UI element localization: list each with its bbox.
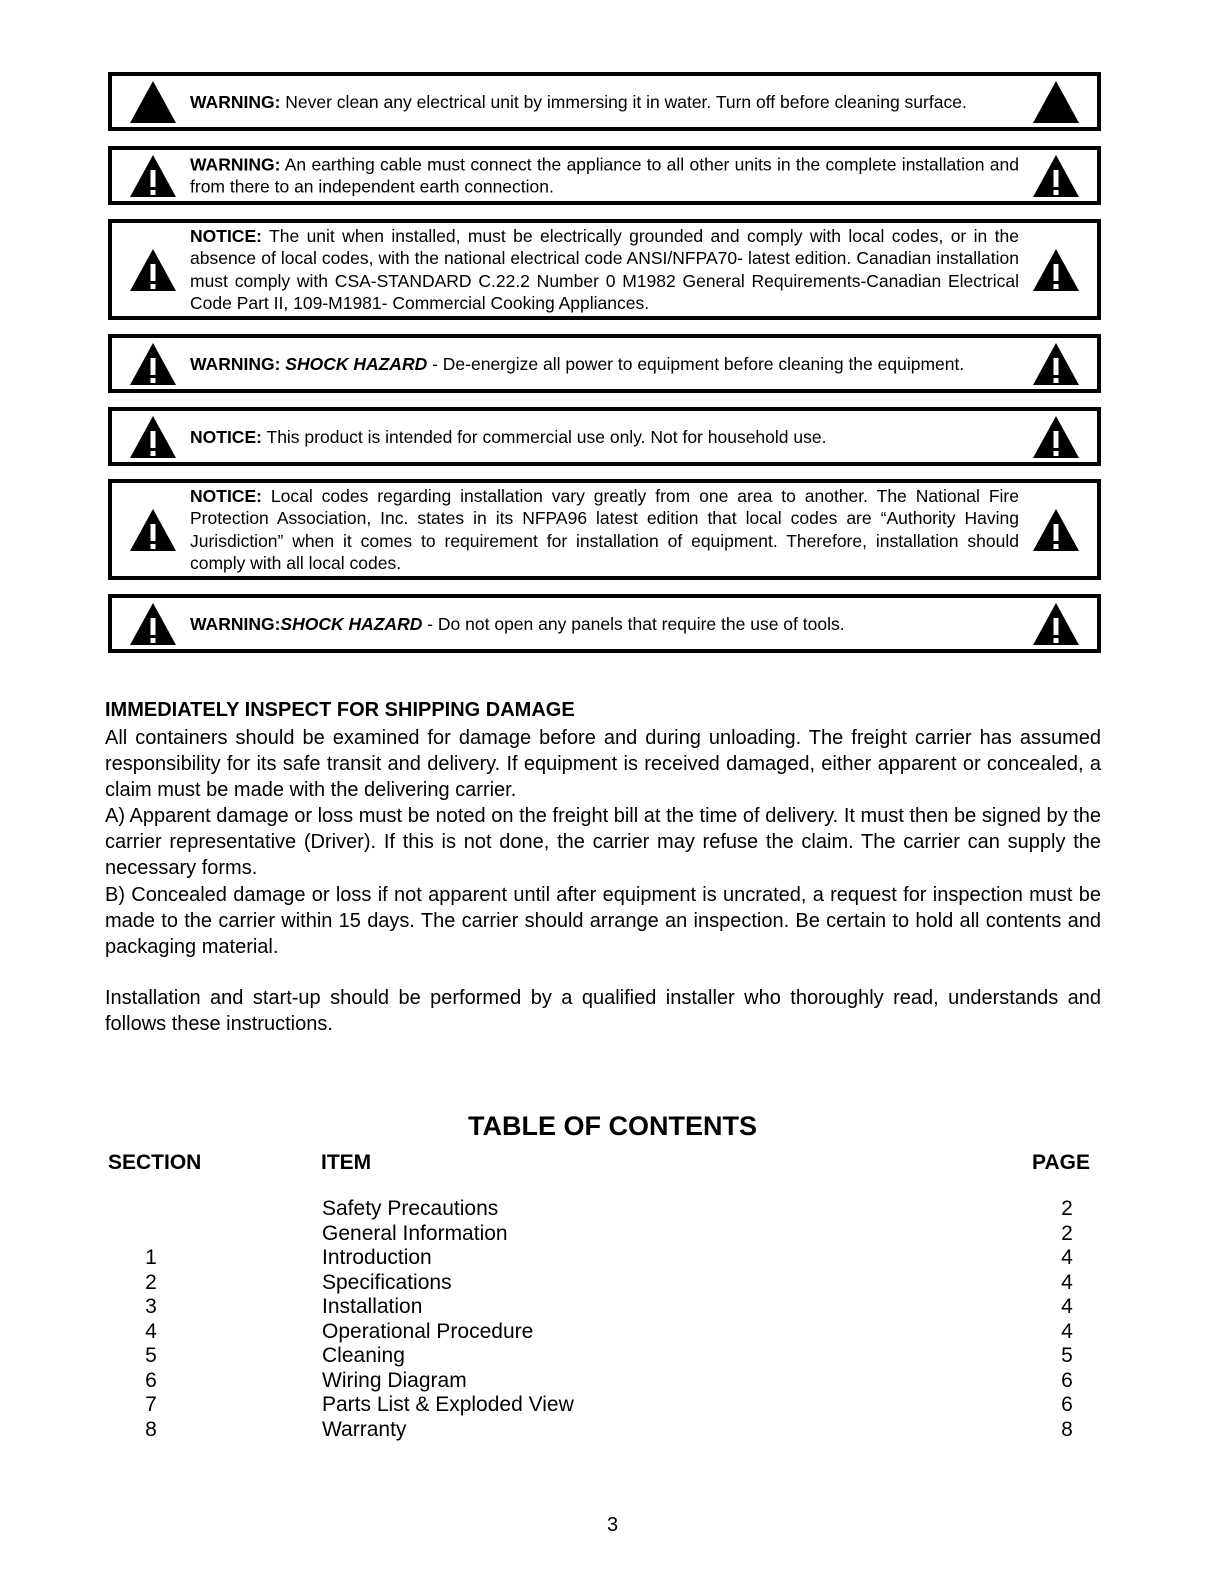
toc-item-title: Cleaning: [322, 1344, 405, 1367]
toc-row: [0, 1197, 1225, 1222]
notice-text: WARNING:SHOCK HAZARD - Do not open any panels that require the use of tools.: [190, 613, 845, 634]
page-number: 3: [606, 1514, 619, 1536]
toc-item-title: Operational Procedure: [322, 1319, 534, 1343]
exclamation-triangle-icon: [1031, 507, 1081, 553]
toc-title: TABLE OF CONTENTS: [468, 1111, 757, 1141]
notice-text: NOTICE: This product is intended for commercial use only. Not for household use.: [190, 426, 827, 447]
notice-box-grounding: [108, 219, 1101, 320]
toc-item-title: Parts List & Exploded View: [322, 1393, 574, 1416]
toc-section-number: 5: [145, 1344, 157, 1367]
notice-text: WARNING: An earthing cable must connect the appliance to all other units in the complete installation and from there to an independent earth connection.: [190, 154, 1019, 197]
toc-section-number: 7: [145, 1393, 157, 1416]
toc-row: [0, 1369, 1225, 1394]
warning-box-earthing: [108, 146, 1101, 205]
toc-section-number: 1: [145, 1246, 157, 1269]
toc-header-item: ITEM: [321, 1151, 372, 1174]
toc-row: [0, 1393, 1225, 1418]
toc-row: [0, 1344, 1225, 1369]
toc-row: [0, 1418, 1225, 1443]
toc-section-number: 3: [145, 1295, 157, 1318]
shipping-damage-heading: IMMEDIATELY INSPECT FOR SHIPPING DAMAGE: [105, 699, 575, 721]
toc-page-number: 4: [1061, 1319, 1073, 1343]
exclamation-triangle-icon: [1031, 341, 1081, 387]
notice-box-commercial-use: [108, 407, 1101, 466]
toc-page-number: 8: [1061, 1417, 1073, 1441]
shipping-point-a: A) Apparent damage or loss must be noted on the freight bill at the time of delivery. It must then be signed by the carrier representative (Driver). If this is not done, the carrier may refuse the claim. The carrier can supply the necessary forms.: [105, 805, 1101, 879]
notice-text: WARNING: Never clean any electrical unit by immersing it in water. Turn off before cleaning surface.: [190, 91, 967, 112]
toc-header-page: PAGE: [1032, 1151, 1090, 1174]
toc-section-number: 4: [145, 1319, 157, 1343]
toc-section-number: 8: [145, 1417, 157, 1441]
toc-page-number: 4: [1061, 1270, 1073, 1294]
toc-page-number: 4: [1061, 1246, 1073, 1269]
warning-triangle-icon: [128, 79, 178, 125]
exclamation-triangle-icon: [128, 414, 178, 460]
toc-page-number: 6: [1061, 1393, 1073, 1416]
exclamation-triangle-icon: [128, 601, 178, 647]
toc-item-title: Warranty: [322, 1417, 407, 1441]
warning-box-shock-cleaning: [108, 334, 1101, 393]
toc-section-number: 6: [145, 1368, 157, 1392]
toc-header-section: SECTION: [108, 1151, 202, 1174]
toc-row: [0, 1246, 1225, 1271]
exclamation-triangle-icon: [128, 507, 178, 553]
toc-item-title: Safety Precautions: [322, 1197, 499, 1220]
exclamation-triangle-icon: [128, 247, 178, 293]
warning-box-shock-panels: [108, 594, 1101, 653]
toc-item-title: Specifications: [322, 1270, 452, 1294]
toc-row: [0, 1271, 1225, 1296]
notice-text: WARNING: SHOCK HAZARD - De-energize all power to equipment before cleaning the equipment.: [190, 353, 965, 374]
exclamation-triangle-icon: [128, 153, 178, 199]
toc-row: [0, 1222, 1225, 1247]
exclamation-triangle-icon: [1031, 153, 1081, 199]
toc-item-title: Installation: [322, 1295, 423, 1318]
exclamation-triangle-icon: [1031, 247, 1081, 293]
shipping-point-b: B) Concealed damage or loss if not apparent until after equipment is uncrated, a request for inspection must be made to the carrier within 15 days. The carrier should arrange an inspection. Be certain to hold all contents and packaging material.: [105, 884, 1101, 958]
shipping-intro-paragraph: All containers should be examined for damage before and during unloading. The freight carrier has assumed responsibility for its safe transit and delivery. If equipment is received damaged, either apparent or concealed, a claim must be made with the delivering carrier.: [105, 727, 1101, 801]
notice-text: NOTICE: The unit when installed, must be electrically grounded and comply with local codes, or in the absence of local codes, with the national electrical code ANSI/NFPA70- latest edition. Canadian installation must comply with CSA-STANDARD C.22.2 Number 0 M1982 General Requirements-Canadian Electrical Code Part II, 109-M1981- Commercial Cooking Appliances.: [190, 225, 1019, 313]
installation-note: Installation and start-up should be performed by a qualified installer who thoroughly read, understands and follows these instructions.: [105, 987, 1101, 1035]
toc-page-number: 6: [1061, 1368, 1073, 1392]
exclamation-triangle-icon: [128, 341, 178, 387]
toc-section-number: 2: [145, 1270, 157, 1294]
toc-item-title: General Information: [322, 1221, 508, 1245]
toc-item-title: Wiring Diagram: [322, 1368, 467, 1392]
warning-triangle-icon: [1031, 79, 1081, 125]
toc-row: [0, 1320, 1225, 1345]
toc-page-number: 2: [1061, 1221, 1073, 1245]
toc-page-number: 4: [1061, 1295, 1073, 1318]
toc-item-title: Introduction: [322, 1246, 432, 1269]
notice-box-local-codes: [108, 479, 1101, 580]
toc-page-number: 2: [1061, 1197, 1073, 1220]
exclamation-triangle-icon: [1031, 601, 1081, 647]
warning-box-immersion: [108, 72, 1101, 131]
notice-text: NOTICE: Local codes regarding installation vary greatly from one area to another. The National Fire Protection Association, Inc. states in its NFPA96 latest edition that local codes are “Authority Having Jurisdiction” when it comes to requirement for installation of equipment. Therefore, installation should comply with all local codes.: [190, 485, 1019, 573]
toc-row: [0, 1295, 1225, 1320]
exclamation-triangle-icon: [1031, 414, 1081, 460]
toc-page-number: 5: [1061, 1344, 1073, 1367]
